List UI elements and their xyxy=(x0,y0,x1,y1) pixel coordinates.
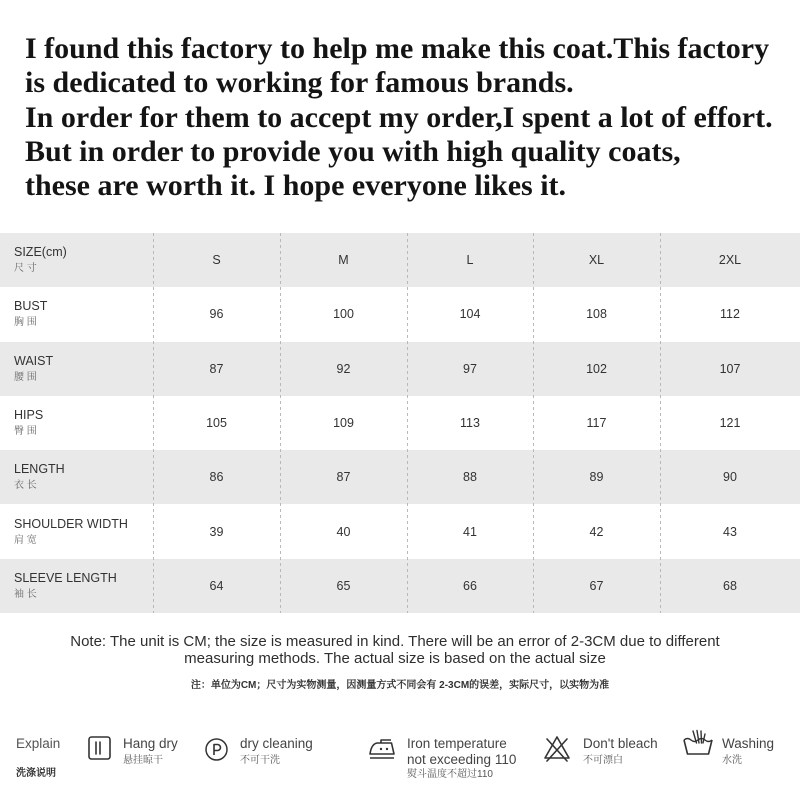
row-label: BUST xyxy=(14,299,48,314)
row-label: SHOULDER WIDTH xyxy=(14,516,128,531)
dry-clean-icon xyxy=(204,737,229,762)
table-row-bust xyxy=(0,287,800,341)
care-label-line2: not exceeding 110 xyxy=(407,752,517,767)
care-title: Explain xyxy=(16,736,61,751)
care-item-washing xyxy=(722,736,774,768)
intro-line: In order for them to accept my order,I spent a lot of effort. xyxy=(25,100,773,134)
column-divider xyxy=(660,233,661,613)
hang-dry-icon xyxy=(87,735,113,762)
row-header xyxy=(0,233,153,287)
row-label-cn: 袖 长 xyxy=(14,588,37,600)
size-table xyxy=(0,233,800,613)
size-header-cell: 2XL xyxy=(718,253,742,268)
table-cell: 112 xyxy=(720,307,740,322)
row-label-cn: 腰 围 xyxy=(14,371,37,383)
size-note-cn: 注：单位为CM；尺寸为实物测量，因测量方式不同会有 2-3CM的误差，实际尺寸，以实物为准 xyxy=(190,680,610,691)
care-label-cn: 不可干洗 xyxy=(240,755,280,766)
row-header xyxy=(0,287,153,341)
size-header-cell: S xyxy=(212,253,221,268)
table-row-shoulder-width xyxy=(0,504,800,558)
care-title-cn: 洗涤说明 xyxy=(16,768,56,779)
note-line: Note: The unit is CM; the size is measured in kind. There will be an error of 2-3CM due to different xyxy=(70,633,720,650)
table-cell: 65 xyxy=(336,578,351,593)
table-cell: 90 xyxy=(723,470,737,485)
table-cell: 40 xyxy=(336,524,351,539)
table-cell: 86 xyxy=(209,470,224,485)
table-cell: 96 xyxy=(209,307,224,322)
care-label: Don't bleach xyxy=(583,736,658,751)
row-label-cn: 肩 宽 xyxy=(14,534,37,546)
row-header xyxy=(0,450,153,504)
column-divider xyxy=(407,233,408,613)
care-label: Washing xyxy=(722,736,775,751)
size-header-row xyxy=(0,233,800,287)
table-cell: 39 xyxy=(209,524,224,539)
care-item-no-bleach xyxy=(583,736,658,768)
row-label: SLEEVE LENGTH xyxy=(14,570,117,585)
table-cell: 89 xyxy=(589,470,604,485)
table-row-waist xyxy=(0,342,800,396)
table-cell: 109 xyxy=(333,416,354,431)
row-label-cn: 臀 围 xyxy=(14,426,37,438)
table-cell: 105 xyxy=(206,416,227,431)
table-cell: 87 xyxy=(209,361,224,376)
table-cell: 88 xyxy=(463,470,477,485)
table-row-sleeve-length xyxy=(0,559,800,613)
care-label-cn: 不可漂白 xyxy=(583,755,623,766)
table-cell: 66 xyxy=(463,578,477,593)
table-cell: 108 xyxy=(586,307,607,322)
table-row-hips xyxy=(0,396,800,450)
size-header-cell: L xyxy=(466,253,474,268)
table-cell: 113 xyxy=(460,416,480,431)
row-label: LENGTH xyxy=(14,462,65,477)
care-label-cn: 熨斗温度不超过110 xyxy=(407,769,493,780)
row-label: WAIST xyxy=(14,353,54,368)
table-cell: 121 xyxy=(719,416,741,431)
size-header-cell: XL xyxy=(588,253,605,268)
size-header-cell: M xyxy=(338,253,349,268)
care-label: dry cleaning xyxy=(240,736,313,751)
care-label: Iron temperature xyxy=(407,736,507,751)
intro-line: these are worth it. I hope everyone likes it. xyxy=(25,169,567,202)
table-cell: 100 xyxy=(333,307,354,322)
row-label: HIPS xyxy=(14,408,44,423)
table-cell: 107 xyxy=(719,361,741,376)
washing-icon xyxy=(682,729,714,757)
table-cell: 42 xyxy=(589,524,604,539)
care-label-cn: 悬挂晾干 xyxy=(123,755,163,766)
intro-paragraph xyxy=(25,32,773,203)
row-label-cn: 衣 长 xyxy=(14,480,37,492)
table-cell: 67 xyxy=(589,578,604,593)
row-label: SIZE(cm) xyxy=(14,245,67,260)
no-bleach-icon xyxy=(543,734,571,763)
table-cell: 87 xyxy=(336,470,351,485)
intro-line: I found this factory to help me make this coat.This factory xyxy=(25,32,770,65)
care-label-cn: 水洗 xyxy=(722,755,742,766)
table-cell: 68 xyxy=(723,578,737,593)
column-divider xyxy=(533,233,534,613)
care-item-hang-dry xyxy=(123,736,178,768)
table-cell: 117 xyxy=(586,416,607,431)
note-line: measuring methods. The actual size is based on the actual size xyxy=(184,650,606,667)
care-item-iron xyxy=(407,736,516,782)
size-note xyxy=(0,633,790,667)
intro-line: But in order to provide you with high quality coats, xyxy=(25,134,681,168)
column-divider xyxy=(153,233,154,613)
table-cell: 97 xyxy=(463,361,477,376)
care-label: Hang dry xyxy=(123,736,178,751)
table-cell: 104 xyxy=(459,307,481,322)
row-label-cn: 尺 寸 xyxy=(14,263,37,275)
row-header xyxy=(0,559,153,613)
column-divider xyxy=(280,233,281,613)
table-cell: 64 xyxy=(209,578,224,593)
row-label-cn: 胸 围 xyxy=(14,317,37,329)
iron-icon xyxy=(367,735,397,762)
table-cell: 92 xyxy=(336,361,351,376)
table-cell: 102 xyxy=(586,361,607,376)
table-cell: 41 xyxy=(463,524,477,539)
row-header xyxy=(0,396,153,450)
intro-line: is dedicated to working for famous brands. xyxy=(25,66,574,100)
table-row-length xyxy=(0,450,800,504)
row-header xyxy=(0,504,153,558)
table-cell: 43 xyxy=(723,524,737,539)
row-header xyxy=(0,342,153,396)
care-item-dry-cleaning xyxy=(240,736,313,768)
